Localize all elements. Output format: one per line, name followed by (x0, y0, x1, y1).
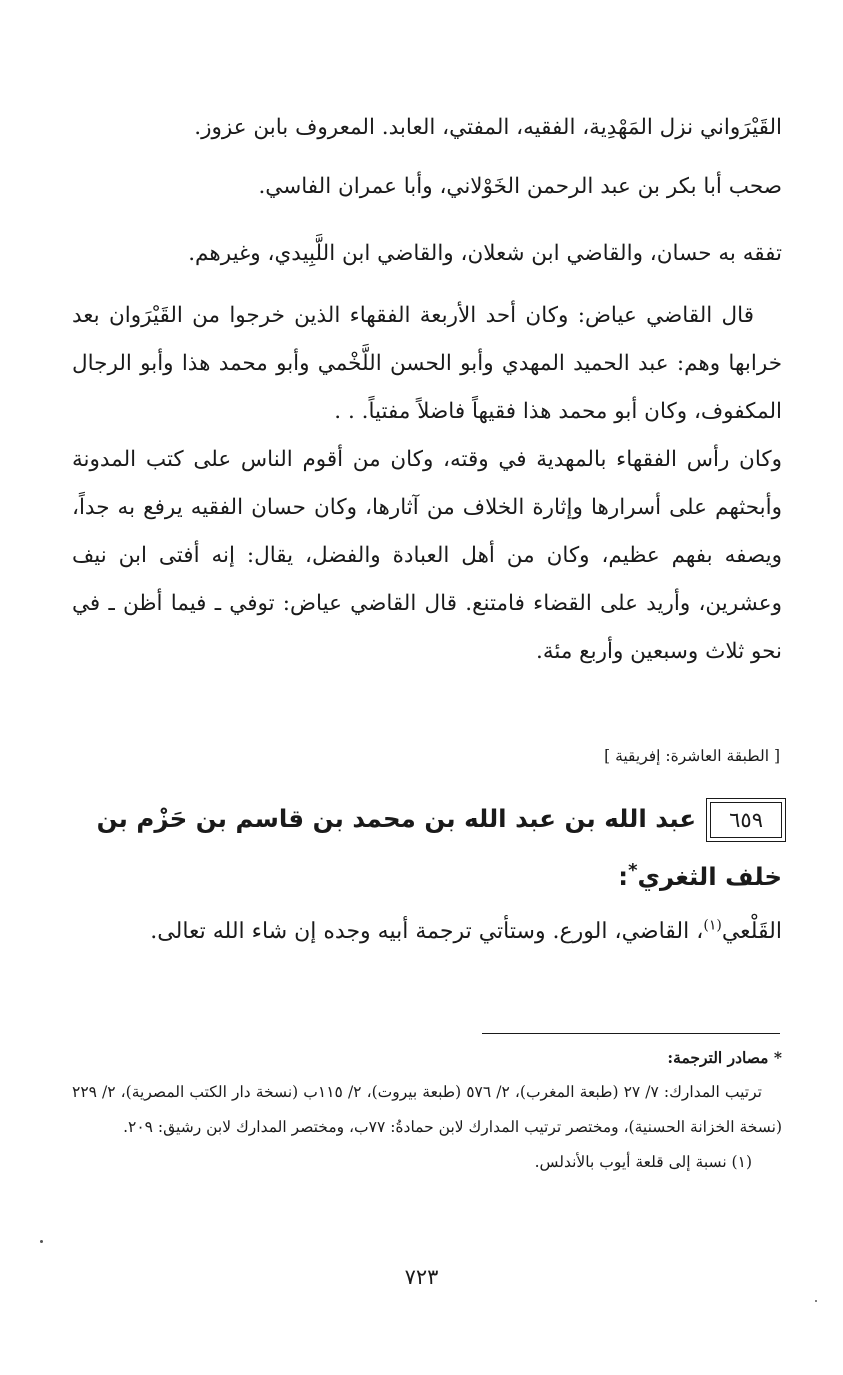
scan-speck (40, 1240, 43, 1243)
intro-line-1: القَيْرَواني نزل المَهْدِية، الفقيه، المفتي، العابد. المعروف بابن عزوز. (194, 115, 782, 140)
entry-name: عبد الله بن عبد الله بن محمد بن قاسم بن حَزْم بن خلف الثغري (96, 804, 782, 891)
main-text (72, 292, 782, 676)
page-number: ٧٢٣ (404, 1265, 439, 1289)
footnote-separator (482, 1033, 780, 1034)
footnote-1: (١) نسبة إلى قلعة أيوب بالأندلس. (534, 1153, 752, 1171)
entry-heading (60, 790, 782, 906)
scan-speck (815, 1300, 817, 1302)
footnotes (72, 1040, 782, 1180)
entry-body (72, 903, 782, 961)
section-tag: [ الطبقة العاشرة: إفريقية ] (604, 747, 780, 765)
entry-colon: : (618, 862, 629, 891)
entry-number-box: ٦٥٩ (710, 802, 782, 838)
sources-text: ترتيب المدارك: ٧/ ٢٧ (طبعة المغرب)، ٢/ ٥٧٦ (طبعة بيروت)، ٢/ ١١٥ب (نسخة دار الكتب المصرية)، ٢/ ٢٢٩ (نسخة الخزانة الحسنية)، ومختصر ترتيب المدارك لابن حمادةُ: ٧٧ب، ومختصر المدارك لابن رشيق: ٢٠٩. (72, 1083, 782, 1136)
sources-star: * (628, 859, 638, 881)
entry-nisba: القَلْعي (721, 919, 782, 944)
sources-title: * مصادر الترجمة: (667, 1048, 782, 1067)
paragraph-biography: وكان رأس الفقهاء بالمهدية في وقته، وكان من أقوم الناس على كتب المدونة وأبحثهم على أسرارها وإثارة الخلاف من آثارها، وكان حسان الفقيه يرفع به جداً، ويصفه بفهم عظيم، وكان من أهل العبادة والفضل، يقال: إنه أفتى ابن نيف وعشرين، وأريد على القضاء فامتنع. قال القاضي عياض: توفي ـ فيما أظن ـ في نحو ثلاث وسبعين وأربع مئة. (72, 447, 782, 664)
paragraph-iyad-quote: قال القاضي عياض: وكان أحد الأربعة الفقهاء الذين خرجوا من القَيْرَوان بعد خرابها وهم: عبد الحميد المهدي وأبو الحسن اللَّخْمي وأبو محمد هذا وأبو الرجال المكفوف، وكان أبو محمد هذا فقيهاً فاضلاً مفتياً. . . (72, 303, 782, 424)
intro-line-2: صحب أبا بكر بن عبد الرحمن الخَوْلاني، وأبا عمران الفاسي. (258, 174, 782, 199)
entry-text: ، القاضي، الورع. وستأتي ترجمة أبيه وجده إن شاء الله تعالى. (150, 919, 704, 944)
footnote-ref: (١) (703, 917, 722, 934)
intro-line-3: تفقه به حسان، والقاضي ابن شعلان، والقاضي ابن اللَّبِيدي، وغيرهم. (188, 241, 782, 266)
